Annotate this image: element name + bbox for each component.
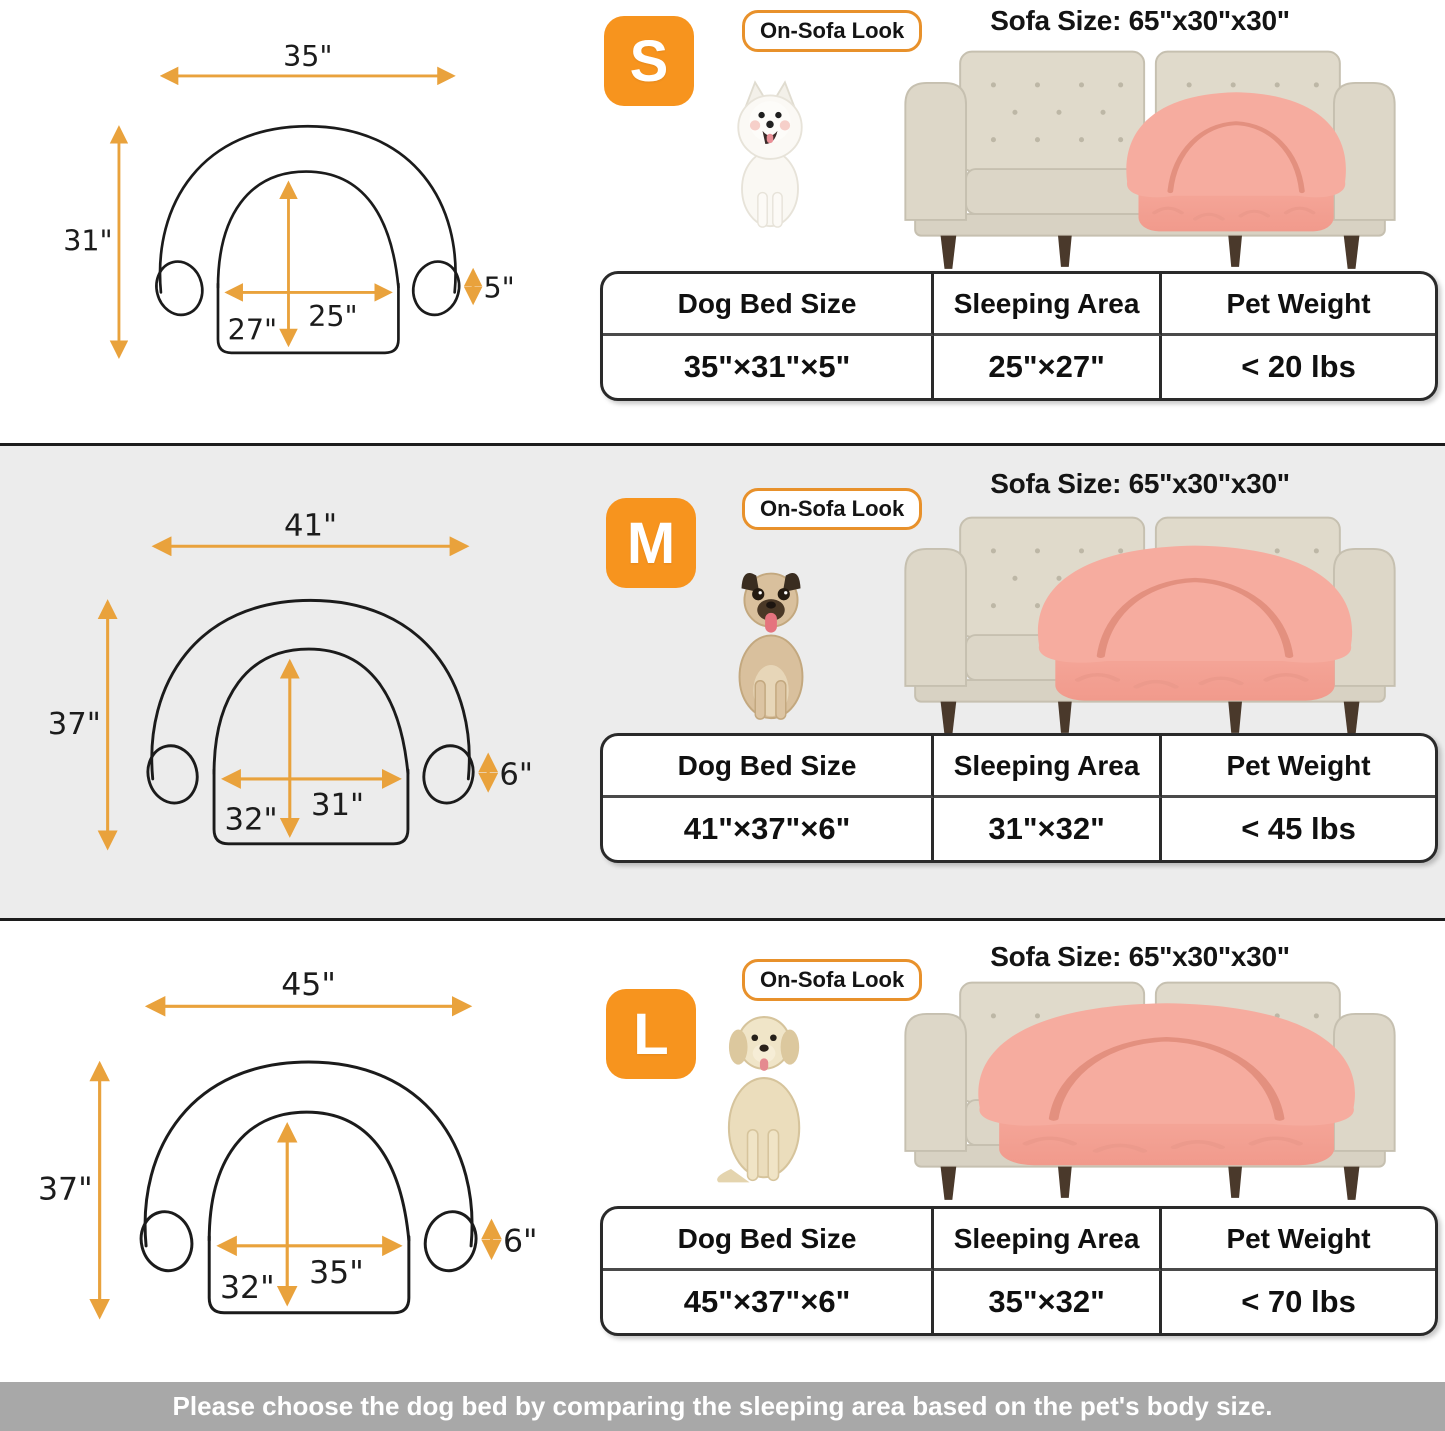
size-section-m [0,443,1445,918]
sofa-with-bed-image [876,26,1424,271]
col-header-sleeping-area: Sleeping Area [934,274,1162,336]
dim-overall-height: 37" [37,1171,93,1208]
col-header-sleeping-area: Sleeping Area [934,736,1162,798]
size-section-l [0,918,1445,1382]
spec-table-m [600,733,1438,863]
sofa-size-title: Sofa Size: 65"x30"x30" [990,5,1290,36]
size-badge-s: S [604,16,694,106]
on-sofa-look-label: On-Sofa Look [742,10,922,52]
value-pet-weight: < 70 lbs [1241,1284,1356,1319]
col-header-pet-weight: Pet Weight [1162,736,1435,798]
col-header-pet-weight: Pet Weight [1162,1209,1435,1271]
value-pet-weight: < 20 lbs [1241,349,1356,384]
pink-dog-bed-image [1126,92,1346,231]
dimension-diagram-l [30,971,550,1342]
sofa-with-bed-image [876,492,1424,737]
pug-dog-image [712,546,830,728]
spec-table-l [600,1206,1438,1336]
dim-overall-height: 37" [47,706,101,742]
pink-dog-bed-image [1038,546,1352,701]
col-header-bed-size: Dog Bed Size [603,1209,934,1271]
value-sleeping-area: 25"×27" [934,336,1162,398]
on-sofa-look-label: On-Sofa Look [742,488,922,530]
dim-overall-width: 41" [283,512,338,544]
col-header-bed-size: Dog Bed Size [603,274,934,336]
sofa-size-title: Sofa Size: 65"x30"x30" [990,941,1290,972]
dim-overall-width: 35" [283,44,333,73]
dim-overall-height: 31" [63,224,113,258]
value-bed-size: 35"×31"×5" [603,336,934,398]
dim-bolster-height: 6" [502,1223,538,1260]
value-sleeping-area: 35"×32" [934,1271,1162,1333]
size-section-s [0,0,1445,443]
value-bed-size: 41"×37"×6" [603,798,934,860]
dim-sleep-width: 25" [308,299,358,333]
footer-note: Please choose the dog bed by comparing the sleeping area based on the pet's body size. [0,1382,1445,1431]
yellow-labrador-dog-image [700,993,824,1191]
spec-table-s [600,271,1438,401]
dim-sleep-width: 31" [311,787,365,823]
dimension-diagram-s [56,44,526,380]
dim-bolster-height: 5" [483,271,515,305]
size-badge-l: L [606,989,696,1079]
dim-sleep-height: 32" [219,1269,275,1306]
sofa-size-title: Sofa Size: 65"x30"x30" [990,468,1290,499]
size-badge-m: M [606,498,696,588]
sofa-with-bed-image [876,957,1424,1202]
on-sofa-look-label: On-Sofa Look [742,959,922,1001]
value-bed-size: 45"×37"×6" [603,1271,934,1333]
col-header-sleeping-area: Sleeping Area [934,1209,1162,1271]
value-pet-weight: < 45 lbs [1241,811,1356,846]
value-sleeping-area: 31"×32" [934,798,1162,860]
col-header-pet-weight: Pet Weight [1162,274,1435,336]
col-header-bed-size: Dog Bed Size [603,736,934,798]
pink-dog-bed-image [978,1003,1355,1165]
dimension-diagram-m [40,512,545,873]
dim-sleep-height: 32" [224,802,278,838]
dim-sleep-width: 35" [309,1254,364,1291]
dim-overall-width: 45" [281,971,336,1004]
white-pomeranian-dog-image [714,66,826,236]
dim-sleep-height: 27" [227,313,278,347]
dim-bolster-height: 6" [499,757,533,793]
